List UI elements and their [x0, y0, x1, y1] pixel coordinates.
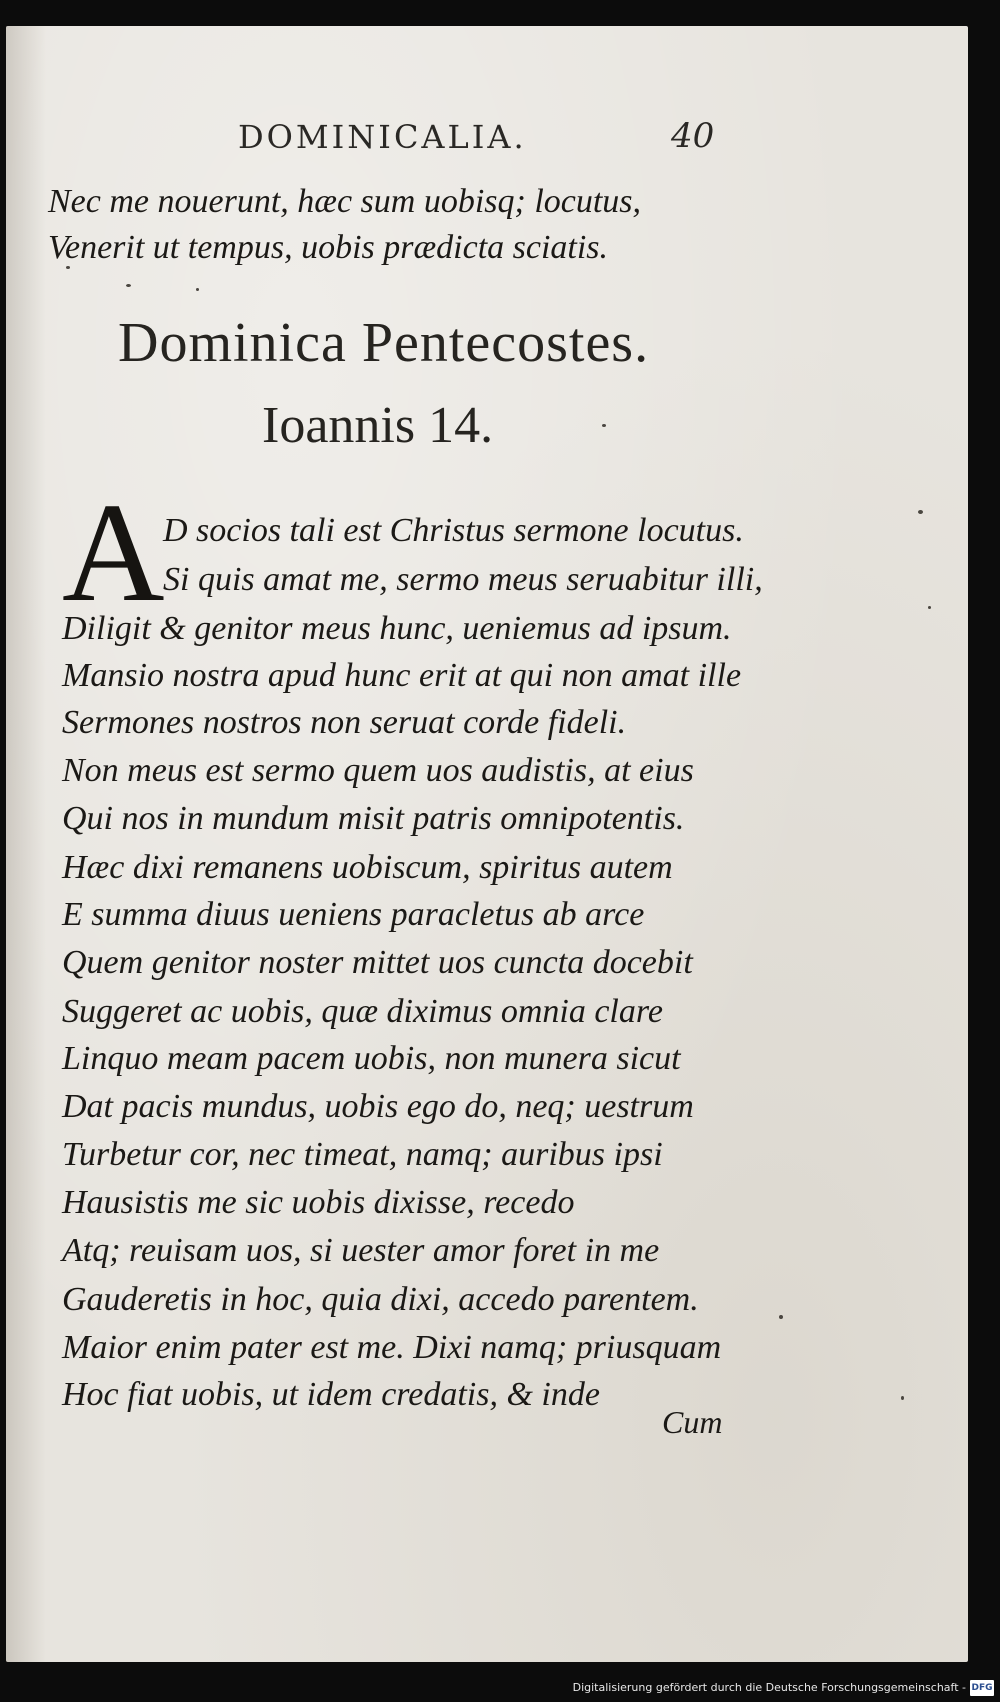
verse-line: Gauderetis in hoc, quia dixi, accedo parentem. [62, 1281, 699, 1318]
ink-speck [66, 266, 70, 269]
carryover-line: Venerit ut tempus, uobis prædicta sciatis. [48, 229, 609, 266]
catchword: Cum [662, 1404, 723, 1440]
verse-line: Qui nos in mundum misit patris omnipotentis. [62, 800, 685, 837]
running-head: DOMINICALIA. [238, 118, 527, 156]
verse-line: Atq; reuisam uos, si uester amor foret in me [62, 1232, 660, 1269]
drop-cap: A [62, 473, 165, 631]
verse-line: E summa diuus ueniens paracletus ab arce [62, 896, 645, 933]
verse-line: Linquo meam pacem uobis, non munera sicut [62, 1040, 681, 1077]
ink-speck [602, 424, 606, 427]
verse-line: D socios tali est Christus sermone locutus. [163, 512, 744, 549]
verse-line: Hausistis me sic uobis dixisse, recedo [62, 1184, 575, 1221]
ink-speck [918, 510, 923, 514]
page-number: 40 [671, 116, 715, 156]
verse-line: Turbetur cor, nec timeat, namq; auribus ipsi [62, 1136, 663, 1173]
verse-line: Non meus est sermo quem uos audistis, at eius [62, 752, 694, 789]
ink-speck [928, 606, 931, 609]
section-subtitle: Ioannis 14. [262, 397, 494, 454]
verse-line: Diligit & genitor meus hunc, ueniemus ad ipsum. [62, 610, 732, 647]
verse-line: Hoc fiat uobis, ut idem credatis, & inde [62, 1376, 600, 1413]
verse-line: Si quis amat me, sermo meus seruabitur illi, [163, 561, 763, 598]
ink-speck [779, 1315, 783, 1319]
verse-line: Dat pacis mundus, uobis ego do, neq; uestrum [62, 1088, 694, 1125]
verse-line: Sermones nostros non seruat corde fideli. [62, 704, 627, 741]
carryover-line: Nec me nouerunt, hæc sum uobisq; locutus, [48, 183, 642, 220]
spine-shadow [6, 26, 46, 1662]
footer-credit: Digitalisierung gefördert durch die Deutsche Forschungsgemeinschaft - [572, 1681, 966, 1694]
ink-speck [126, 284, 131, 287]
section-title: Dominica Pentecostes. [118, 312, 650, 374]
verse-line: Maior enim pater est me. Dixi namq; priusquam [62, 1329, 722, 1366]
ink-speck [196, 288, 199, 291]
dfg-logo-icon: DFG [970, 1680, 994, 1696]
book-page [6, 26, 968, 1662]
footer-bar [0, 1676, 1000, 1702]
verse-line: Suggeret ac uobis, quæ diximus omnia clare [62, 993, 663, 1030]
verse-line: Quem genitor noster mittet uos cuncta docebit [62, 944, 693, 981]
ink-speck [901, 1396, 904, 1400]
verse-line: Mansio nostra apud hunc erit at qui non amat ille [62, 657, 742, 694]
verse-line: Hæc dixi remanens uobiscum, spiritus autem [62, 849, 673, 886]
